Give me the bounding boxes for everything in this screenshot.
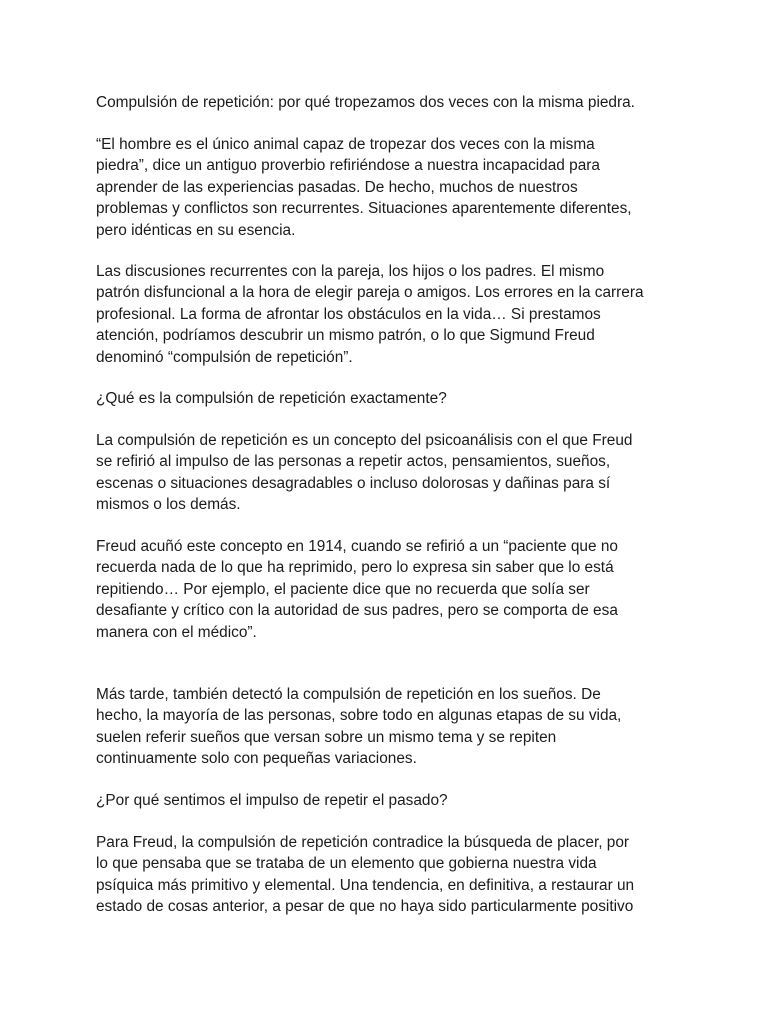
text-line: aprender de las experiencias pasadas. De hecho, muchos de nuestros (96, 178, 578, 196)
text-line: Compulsión de repetición: por qué tropezamos dos veces con la misma piedra. (96, 94, 635, 111)
paragraph-proverb (96, 134, 696, 241)
text-line: escenas o situaciones desagradables o incluso dolorosas y dañinas para sí (96, 474, 611, 492)
section-heading-why (96, 790, 696, 811)
text-line: Para Freud, la compulsión de repetición contradice la búsqueda de placer, por (96, 834, 630, 851)
section-heading-what-is (96, 388, 696, 409)
text-line: ¿Por qué sentimos el impulso de repetir el pasado? (96, 792, 448, 809)
text-line: Más tarde, también detectó la compulsión de repetición en los sueños. De (96, 686, 601, 703)
text-line: se refirió al impulso de las personas a repetir actos, pensamientos, sueños, (96, 453, 611, 471)
paragraph-freud-1914 (96, 536, 696, 643)
paragraph-freud-pleasure (96, 832, 696, 918)
paragraph-definition (96, 430, 696, 516)
text-line: La compulsión de repetición es un concepto del psicoanálisis con el que Freud (96, 432, 633, 449)
text-line: problemas y conflictos son recurrentes. Situaciones aparentemente diferentes, (96, 200, 632, 218)
text-line: profesional. La forma de afrontar los obstáculos en la vida… Si prestamos (96, 305, 601, 323)
text-line: Las discusiones recurrentes con la pareja, los hijos o los padres. El mismo (96, 263, 605, 280)
text-line: estado de cosas anterior, a pesar de que no haya sido particularmente positivo (96, 898, 634, 916)
document-title (96, 92, 696, 113)
text-line: lo que pensaba que se trataba de un elemento que gobierna nuestra vida (96, 855, 597, 873)
text-line: hecho, la mayoría de las personas, sobre todo en algunas etapas de su vida, (96, 707, 622, 725)
text-line: pero idénticas en su esencia. (96, 221, 296, 239)
text-line: manera con el médico”. (96, 623, 257, 641)
text-line: suelen referir sueños que versan sobre un mismo tema y se repiten (96, 728, 557, 746)
text-line: ¿Qué es la compulsión de repetición exactamente? (96, 390, 447, 407)
text-line: desafiante y crítico con la autoridad de sus padres, pero se comporta de esa (96, 602, 618, 620)
text-line: recuerda nada de lo que ha reprimido, pero lo expresa sin saber que lo está (96, 559, 614, 577)
text-line: atención, podríamos descubrir un mismo patrón, o lo que Sigmund Freud (96, 327, 595, 345)
text-line: Freud acuñó este concepto en 1914, cuando se refirió a un “paciente que no (96, 538, 618, 555)
paragraph-examples (96, 261, 696, 368)
text-line: piedra”, dice un antiguo proverbio refiriéndose a nuestra incapacidad para (96, 157, 600, 175)
text-line: mismos o los demás. (96, 496, 241, 514)
text-line: repitiendo… Por ejemplo, el paciente dice que no recuerda que solía ser (96, 580, 590, 598)
text-line: “El hombre es el único animal capaz de tropezar dos veces con la misma (96, 136, 595, 153)
text-line: denominó “compulsión de repetición”. (96, 348, 353, 366)
paragraph-dreams (96, 684, 696, 770)
text-line: continuamente solo con pequeñas variaciones. (96, 750, 417, 768)
text-line: psíquica más primitivo y elemental. Una tendencia, en definitiva, a restaurar un (96, 876, 635, 894)
text-line: patrón disfuncional a la hora de elegir pareja o amigos. Los errores en la carrera (96, 284, 644, 302)
